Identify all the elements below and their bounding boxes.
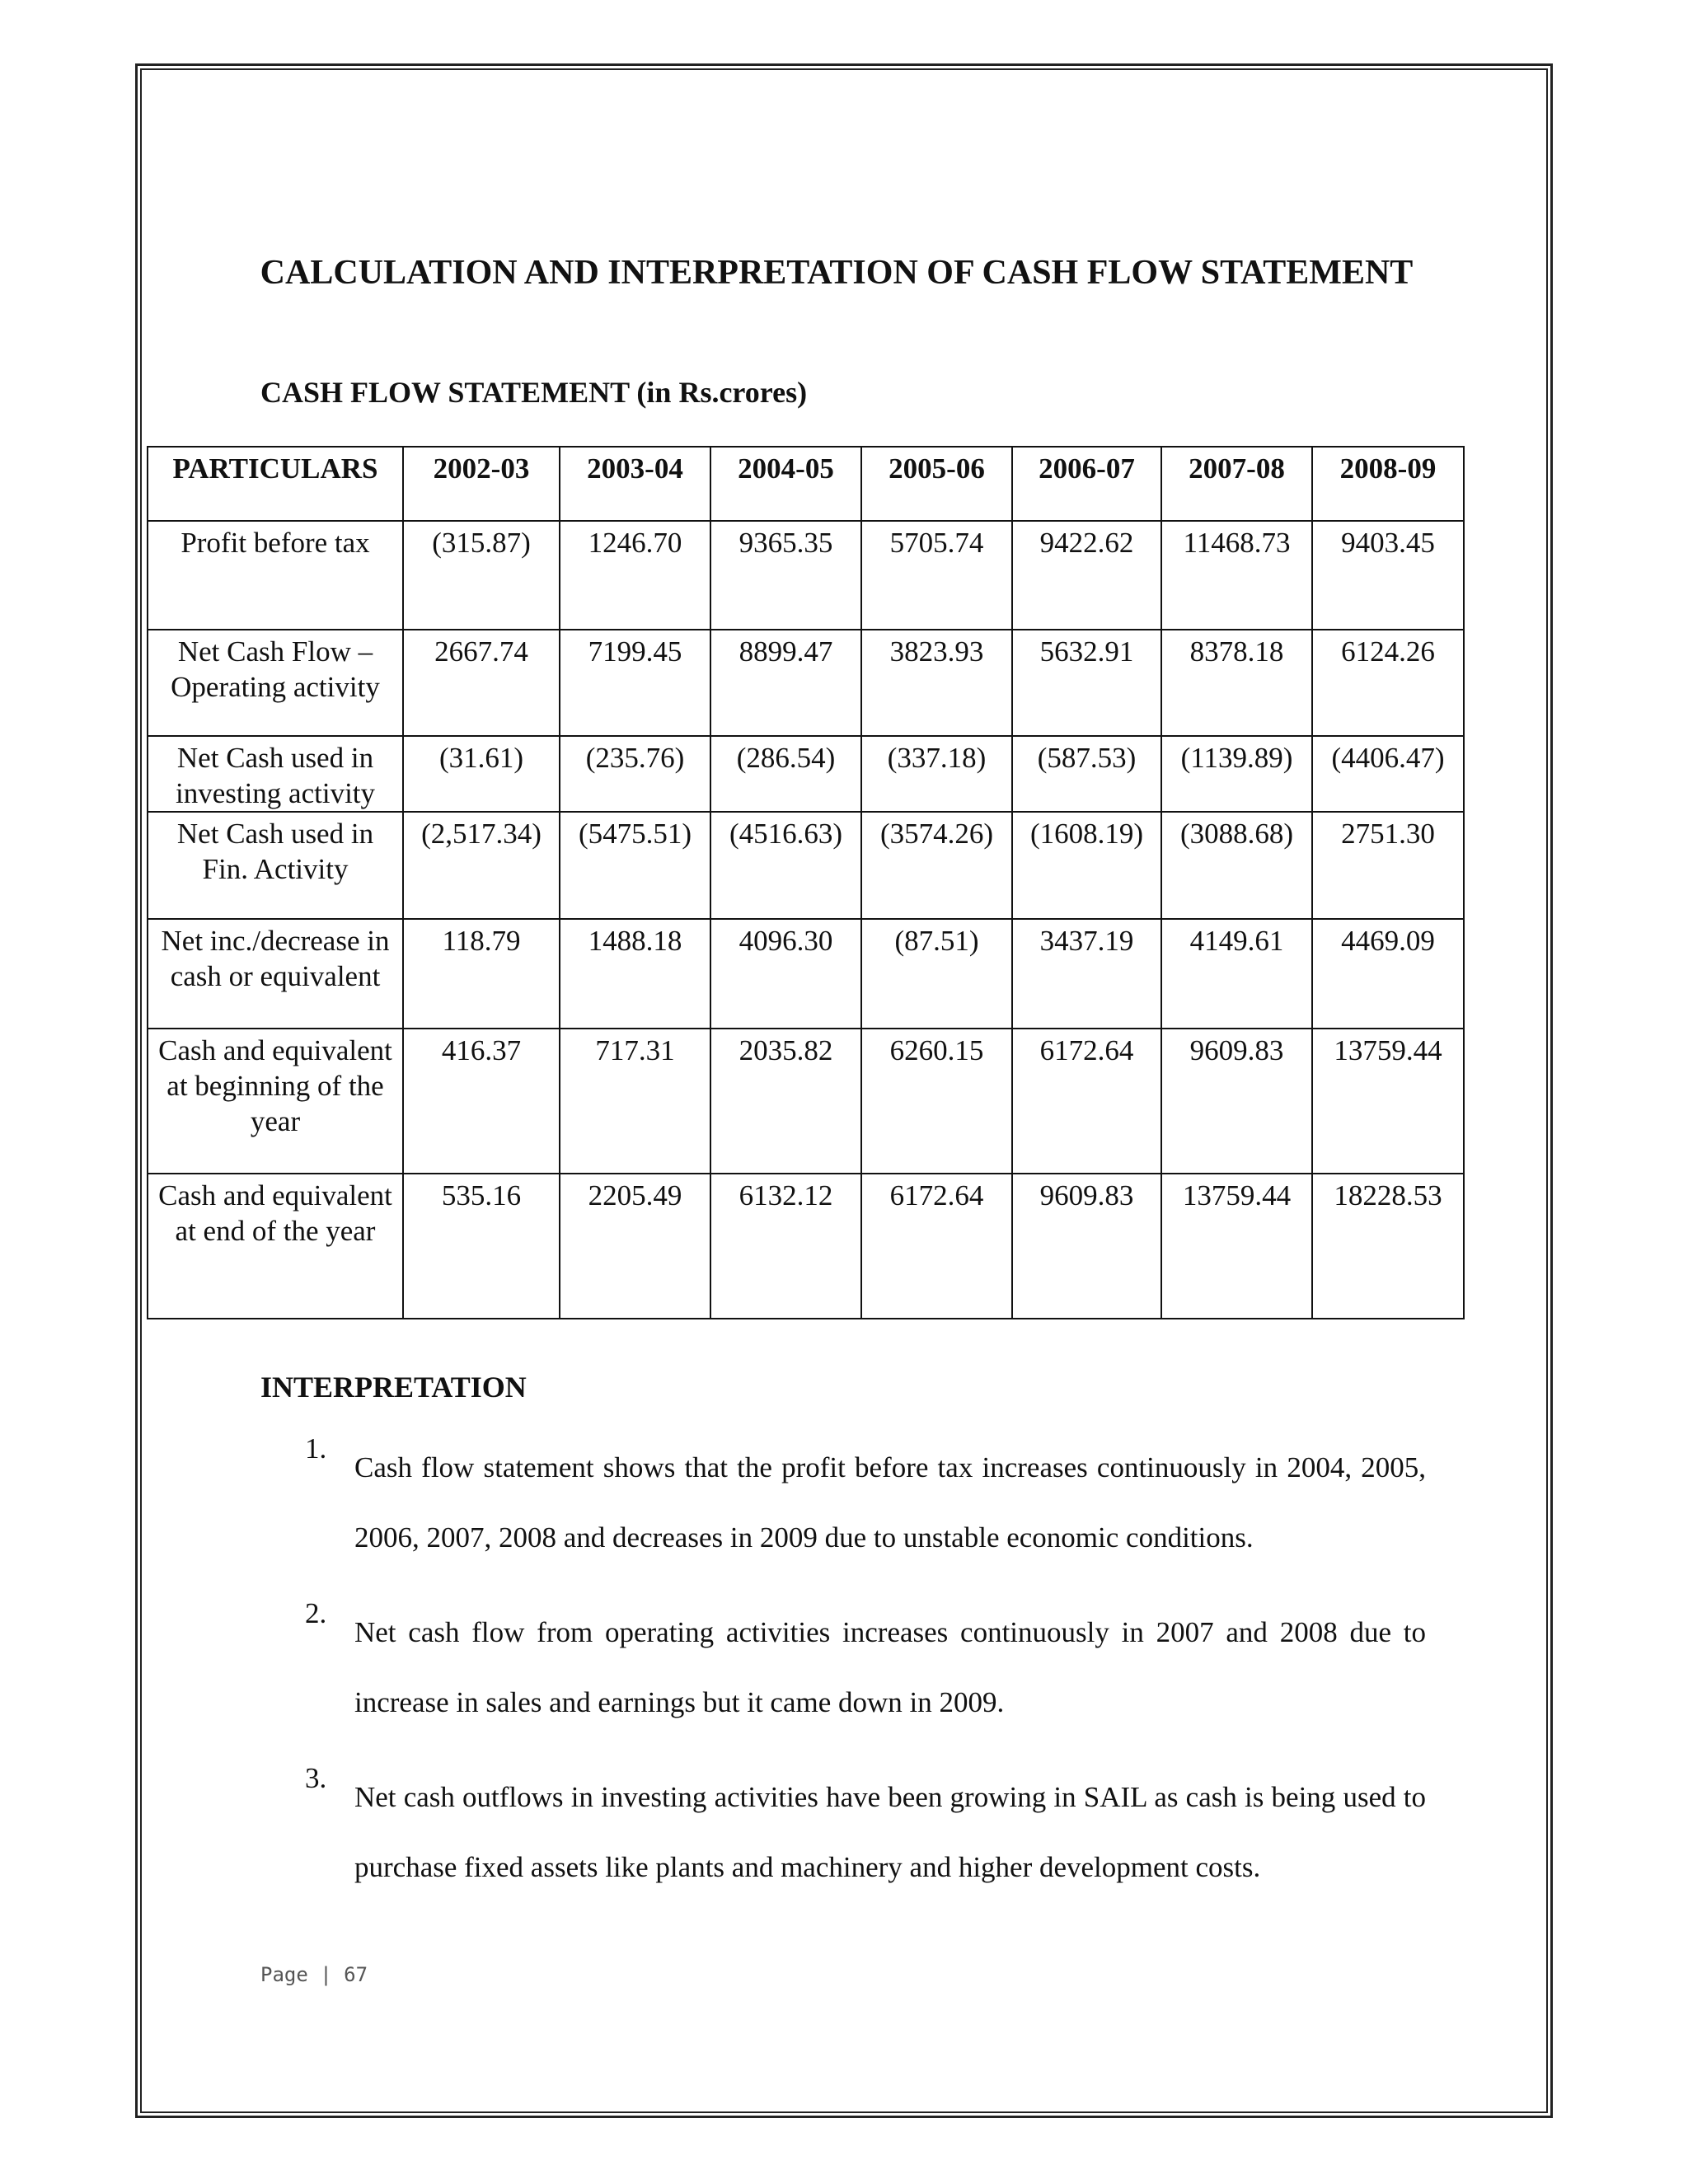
list-item (297, 1597, 1426, 1737)
table-cell: 8899.47 (710, 630, 861, 736)
table-cell: 5705.74 (861, 521, 1012, 630)
row-label: Cash and equivalent at end of the year (148, 1174, 403, 1319)
table-cell: (1608.19) (1012, 812, 1161, 919)
table-cell: 6124.26 (1312, 630, 1464, 736)
table-cell: 6172.64 (1012, 1029, 1161, 1174)
interpretation-list (297, 1432, 1426, 1927)
table-cell: (87.51) (861, 919, 1012, 1029)
table-cell: 9609.83 (1161, 1029, 1312, 1174)
table-cell: 6132.12 (710, 1174, 861, 1319)
interpretation-heading: INTERPRETATION (260, 1371, 527, 1404)
table-row (148, 812, 1464, 919)
table-cell: 2035.82 (710, 1029, 861, 1174)
page-title: CALCULATION AND INTERPRETATION OF CASH FLOW STATEMENT (260, 254, 1414, 292)
table-cell: 9365.35 (710, 521, 861, 630)
row-label: Profit before tax (148, 521, 403, 630)
table-cell: 13759.44 (1161, 1174, 1312, 1319)
table-cell: 1246.70 (560, 521, 710, 630)
table-row (148, 521, 1464, 630)
table-cell: 9609.83 (1012, 1174, 1161, 1319)
table-cell: 2667.74 (403, 630, 560, 736)
table-row (148, 1174, 1464, 1319)
table-cell: (1139.89) (1161, 736, 1312, 812)
table-cell: 1488.18 (560, 919, 710, 1029)
list-item-text: Net cash outflows in investing activities have been growing in SAIL as cash is being used to purchase fixed assets like plants and machinery and higher development costs. (354, 1781, 1426, 1883)
table-cell: 9422.62 (1012, 521, 1161, 630)
table-cell: 13759.44 (1312, 1029, 1464, 1174)
table-cell: 4149.61 (1161, 919, 1312, 1029)
table-cell: (4406.47) (1312, 736, 1464, 812)
row-label: Net Cash used in Fin. Activity (148, 812, 403, 919)
table-header-row (148, 447, 1464, 521)
table-cell: (235.76) (560, 736, 710, 812)
table-cell: 2205.49 (560, 1174, 710, 1319)
table-cell: 416.37 (403, 1029, 560, 1174)
table-cell: 535.16 (403, 1174, 560, 1319)
row-label: Net inc./decrease in cash or equivalent (148, 919, 403, 1029)
list-item (297, 1432, 1426, 1572)
list-item-text: Cash flow statement shows that the profit before tax increases continuously in 2004, 2005, 2006, 2007, 2008 and decreases in 2009 due to unstable economic conditions. (354, 1451, 1426, 1554)
table-cell: (587.53) (1012, 736, 1161, 812)
table-cell: (31.61) (403, 736, 560, 812)
table-row (148, 630, 1464, 736)
table-cell: 18228.53 (1312, 1174, 1464, 1319)
table-cell: (5475.51) (560, 812, 710, 919)
column-header: 2004-05 (710, 447, 861, 521)
table-cell: (3088.68) (1161, 812, 1312, 919)
table-caption: CASH FLOW STATEMENT (in Rs.crores) (260, 376, 808, 409)
list-item (297, 1762, 1426, 1902)
table-cell: 2751.30 (1312, 812, 1464, 919)
list-item-number: 1. (305, 1432, 327, 1465)
row-label: Cash and equivalent at beginning of the year (148, 1029, 403, 1174)
table-cell: 8378.18 (1161, 630, 1312, 736)
table-row (148, 919, 1464, 1029)
table-cell: 4469.09 (1312, 919, 1464, 1029)
list-item-number: 3. (305, 1762, 327, 1794)
table-row (148, 1029, 1464, 1174)
table-cell: 6260.15 (861, 1029, 1012, 1174)
table-cell: (286.54) (710, 736, 861, 812)
column-header: 2007-08 (1161, 447, 1312, 521)
table-cell: 6172.64 (861, 1174, 1012, 1319)
cash-flow-table (147, 446, 1465, 1319)
table-cell: 118.79 (403, 919, 560, 1029)
row-label: Net Cash used in investing activity (148, 736, 403, 812)
column-header: 2006-07 (1012, 447, 1161, 521)
table-cell: (3574.26) (861, 812, 1012, 919)
column-header: 2002-03 (403, 447, 560, 521)
table-row (148, 736, 1464, 812)
list-item-number: 2. (305, 1597, 327, 1629)
table-cell: (337.18) (861, 736, 1012, 812)
table-cell: 9403.45 (1312, 521, 1464, 630)
table-cell: 7199.45 (560, 630, 710, 736)
table-cell: (4516.63) (710, 812, 861, 919)
table-cell: 11468.73 (1161, 521, 1312, 630)
column-header: 2008-09 (1312, 447, 1464, 521)
table-cell: (2,517.34) (403, 812, 560, 919)
table-cell: (315.87) (403, 521, 560, 630)
table-cell: 5632.91 (1012, 630, 1161, 736)
page-number: Page | 67 (260, 1963, 368, 1986)
list-item-text: Net cash flow from operating activities increases continuously in 2007 and 2008 due to increase in sales and earnings but it came down in 2009. (354, 1616, 1426, 1718)
table-cell: 3823.93 (861, 630, 1012, 736)
row-label: Net Cash Flow – Operating activity (148, 630, 403, 736)
table-cell: 4096.30 (710, 919, 861, 1029)
column-header: 2005-06 (861, 447, 1012, 521)
column-header: 2003-04 (560, 447, 710, 521)
table-cell: 3437.19 (1012, 919, 1161, 1029)
table-cell: 717.31 (560, 1029, 710, 1174)
column-header: PARTICULARS (148, 447, 403, 521)
